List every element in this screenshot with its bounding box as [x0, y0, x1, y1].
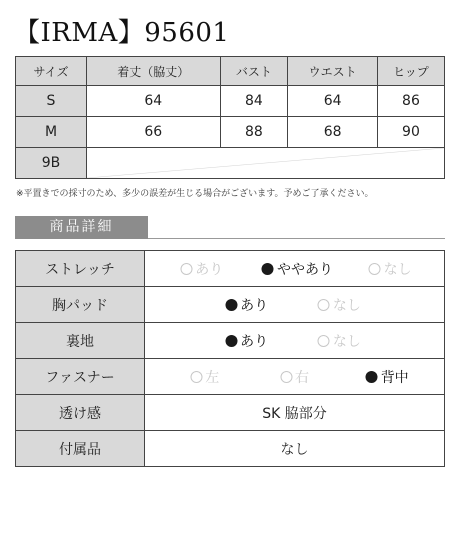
label-sheer: 透け感: [16, 395, 145, 431]
detail-row-lining: [16, 323, 445, 359]
detail-row-stretch: [16, 251, 445, 287]
row-size-s: S: [16, 86, 87, 117]
cell-bust: 88: [220, 117, 288, 148]
cell-bust: 84: [220, 86, 288, 117]
option-lining-no: [318, 331, 361, 351]
filled-circle-icon: [366, 371, 378, 383]
cell-hip: 86: [377, 86, 444, 117]
option-text: 左: [205, 369, 220, 386]
heading-divider: [148, 238, 445, 239]
label-lining: 裏地: [16, 323, 145, 359]
option-text: なし: [332, 333, 361, 350]
cell-length: 66: [87, 117, 221, 148]
detail-row-sheer: [16, 395, 445, 431]
option-stretch-no: [369, 259, 412, 279]
detail-row-pad: [16, 287, 445, 323]
detail-heading: 商品詳細: [15, 216, 148, 239]
option-zipper-back: [366, 367, 409, 387]
diagonal-strike: [87, 148, 444, 178]
header-hip: ヒップ: [377, 57, 444, 86]
label-pad: 胸パッド: [16, 287, 145, 323]
value-accessories: なし: [145, 431, 445, 467]
page-title: 【IRMA】95601: [14, 18, 230, 48]
measurement-note: ※平置きでの採寸のため、多少の誤差が生じる場合がございます。予めご了承ください。: [16, 189, 374, 199]
option-pad-no: [318, 295, 361, 315]
value-pad: [145, 287, 445, 323]
table-row: [16, 86, 445, 117]
detail-row-accessories: [16, 431, 445, 467]
size-table: [15, 56, 445, 179]
option-lining-yes: [225, 331, 268, 351]
header-size: サイズ: [16, 57, 87, 86]
header-waist: ウエスト: [288, 57, 378, 86]
header-bust: バスト: [220, 57, 288, 86]
row-size-m: M: [16, 117, 87, 148]
value-lining: [145, 323, 445, 359]
not-available-cell: [87, 148, 445, 179]
option-text: 右: [295, 369, 309, 386]
option-text: あり: [240, 333, 269, 350]
option-text: ややあり: [276, 261, 333, 278]
value-sheer: SK 脇部分: [145, 395, 445, 431]
cell-waist: 64: [288, 86, 378, 117]
option-zipper-left: [190, 367, 219, 387]
header-length: 着丈（脇丈）: [87, 57, 221, 86]
size-table-header: [16, 57, 445, 86]
option-pad-yes: [225, 295, 268, 315]
option-stretch-slight: [262, 259, 333, 279]
circle-icon: [318, 299, 330, 311]
option-zipper-right: [280, 367, 309, 387]
option-text: 背中: [380, 369, 409, 386]
circle-icon: [369, 263, 381, 275]
label-accessories: 付属品: [16, 431, 145, 467]
option-text: あり: [195, 261, 224, 278]
cell-waist: 68: [288, 117, 378, 148]
table-row: [16, 117, 445, 148]
option-stretch-yes: [180, 259, 223, 279]
circle-icon: [318, 335, 330, 347]
detail-table: [15, 250, 445, 467]
option-text: なし: [332, 297, 361, 314]
value-zipper: [145, 359, 445, 395]
filled-circle-icon: [225, 335, 237, 347]
row-size-9b: 9B: [16, 148, 87, 179]
filled-circle-icon: [262, 263, 274, 275]
circle-icon: [190, 371, 202, 383]
label-zipper: ファスナー: [16, 359, 145, 395]
circle-icon: [180, 263, 192, 275]
value-stretch: [145, 251, 445, 287]
table-row: [16, 148, 445, 179]
detail-row-zipper: [16, 359, 445, 395]
cell-length: 64: [87, 86, 221, 117]
circle-icon: [280, 371, 292, 383]
cell-hip: 90: [377, 117, 444, 148]
option-text: あり: [240, 297, 269, 314]
filled-circle-icon: [225, 299, 237, 311]
option-text: なし: [383, 261, 412, 278]
label-stretch: ストレッチ: [16, 251, 145, 287]
